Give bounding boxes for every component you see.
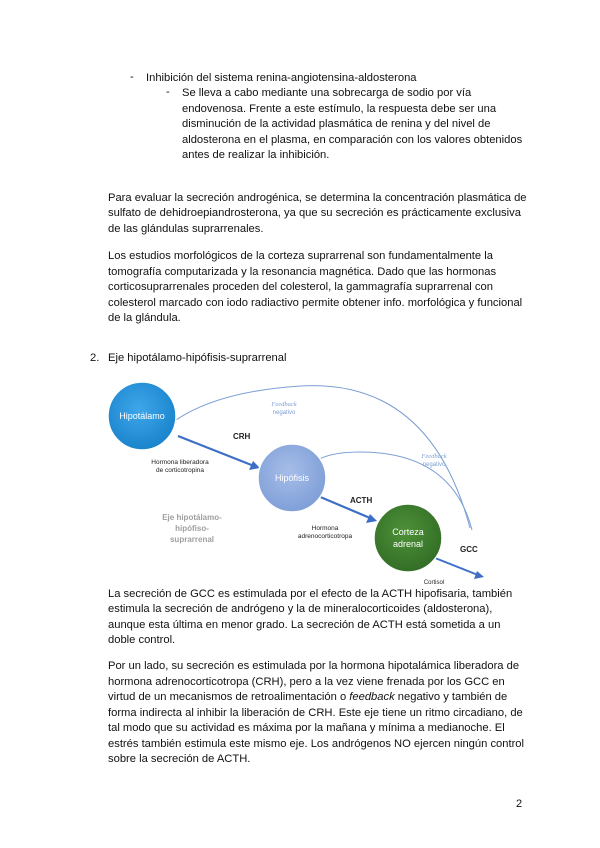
paragraph-line: de las glándulas suprarrenales. [108,223,264,235]
sub-bullet-marker: - [166,86,170,98]
label-crh: CRH [233,432,251,441]
feedback-label: negativo [272,410,296,416]
feedback-label: Feedback [271,401,297,408]
node-label: adrenal [392,539,424,549]
arrow-corteza-gcc [430,556,478,575]
paragraph-line: Para evaluar la secreción androgénica, se determina la concentración plasmática de [108,192,527,204]
node-label: Corteza [392,527,424,537]
paragraph-line: tomografía computarizada y la resonancia magnética. Dado que las hormonas [108,266,497,278]
paragraph-line: doble control. [108,634,176,646]
sub-bullet-line: antes de realizar la inhibición. [182,149,330,161]
paragraph-line: tal modo que su actividad es máxima por la mañana y mínima a medianoche. El [108,722,505,734]
paragraph-line: forma indirecta al inhibir la liberación de CRH. Este eje tiene un ritmo circadiano, de [108,707,523,719]
arrowhead [366,514,377,523]
arrowhead [474,571,484,579]
section-number: 2. [90,352,100,364]
bullet-marker: - [130,71,134,83]
paragraph-line: estrés también estimula este mismo eje. Los andrógenos NO ejercen ningún control [108,738,525,750]
text-run: negativo y también de [394,691,508,703]
paragraph-line: sulfato de dehidroepiandrosterona, ya que su secreción es prácticamente exclusiva [108,207,521,219]
node-label: Hipófisis [274,473,310,483]
paragraph-line: Por un lado, su secreción es estimulada por la hormona hipotalámica liberadora de [108,660,520,672]
axis-title: Eje hipotálamo- [162,513,222,522]
axis-title: hipófiso- [175,524,209,533]
paragraph-line: estimula la secreción de andrógeno y la de mineralocorticoides (aldosterona), [108,603,493,615]
text-run: virtud de un mecanismos de retroalimentación o [108,691,350,703]
paragraph-line: hormona adrenocorticotropa (CRH), pero a la vez viene frenada por los GCC en [108,676,505,688]
label-crh-desc: de corticotropina [155,467,205,474]
section-title: Eje hipotálamo-hipófisis-suprarrenal [108,352,287,364]
paragraph-line: sobre la secreción de ACTH. [108,753,251,765]
sub-bullet-line: endovenosa. Frente a este estímulo, la respuesta debe ser una [182,103,497,115]
label-crh-desc: Hormona liberadora [151,459,209,466]
axis-diagram [100,378,520,586]
page-number: 2 [516,798,523,810]
sub-bullet-line: disminución de la actividad plasmática de renina y del nivel de [182,118,491,130]
sub-bullet-line: aldosterona en el plasma, en comparación con los valores obtenidos [182,134,523,146]
label-acth-desc: adrenocorticotropa [297,533,353,540]
paragraph-line: corticosuprarrenales proceden del colesterol, la gammagrafía suprarrenal con [108,281,493,293]
node-label: Hipotálamo [119,411,165,421]
text-run-italic: feedback [349,691,395,703]
axis-title: suprarrenal [169,535,215,544]
feedback-label: Feedback [421,453,447,460]
paragraph-line: Los estudios morfológicos de la corteza suprarrenal son fundamentalmente la [108,250,493,262]
node-corteza [374,504,442,572]
bullet-item: Inhibición del sistema renina-angiotensina-aldosterona [146,72,417,84]
label-acth: ACTH [350,496,373,505]
label-cortisol: Cortisol [423,580,445,586]
paragraph-line: de la glándula. [108,312,181,324]
feedback-label: negativo [422,462,446,468]
paragraph-line: aunque esta última en menor grado. La secreción de ACTH está sometida a un [108,619,501,631]
paragraph-line [108,690,507,706]
paragraph-line: colesterol marcado con iodo radiactivo permite obtener info. morfológica y funcional [108,297,523,309]
paragraph-line: La secreción de GCC es estimulada por el efecto de la ACTH hipofisaria, también [108,588,513,600]
label-acth-desc: Hormona [311,525,339,532]
sub-bullet-line: Se lleva a cabo mediante una sobrecarga de sodio por vía [182,87,472,99]
label-gcc: GCC [460,545,478,554]
